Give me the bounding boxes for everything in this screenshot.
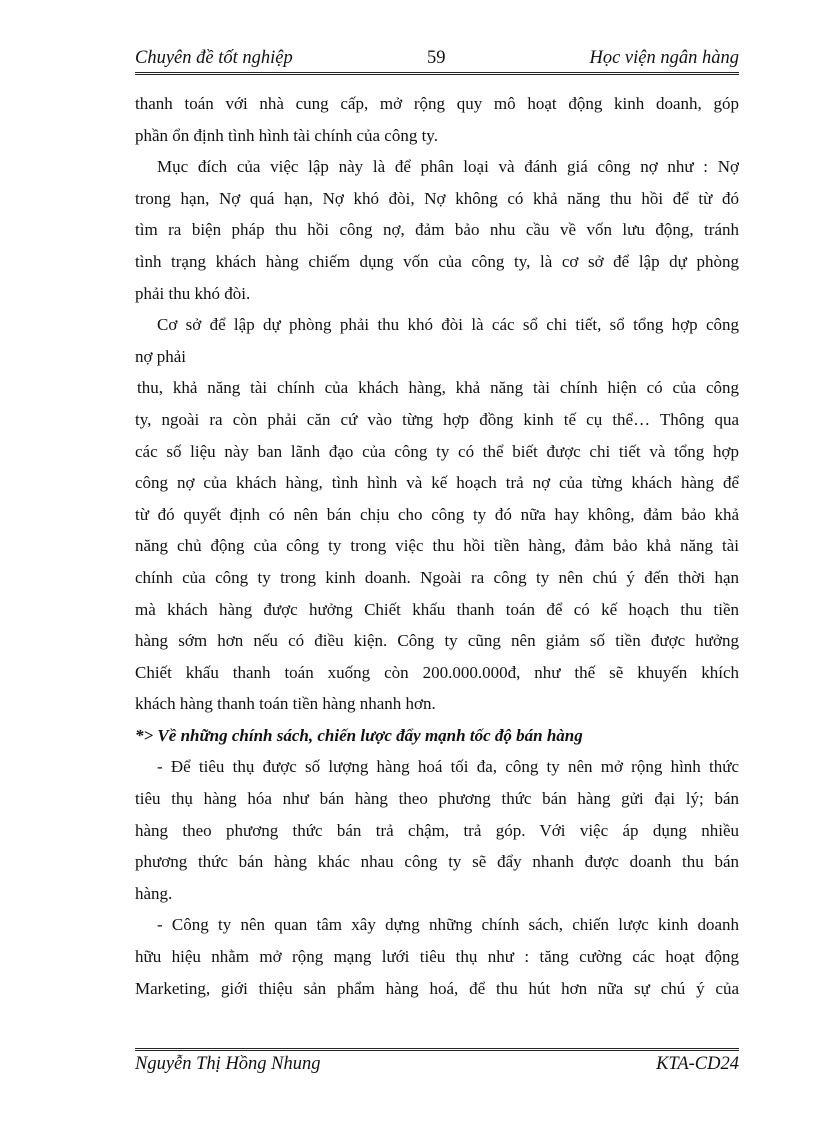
text-line: hàng. (135, 883, 173, 903)
text-line: nợ phải (135, 346, 187, 366)
footer-author: Nguyễn Thị Hồng Nhung (135, 1054, 321, 1074)
page-number: 59 (427, 48, 446, 68)
text-line: công nợ của khách hàng, tình hình và kế hoạch trả nợ của từng khách hàng để (135, 473, 739, 493)
header-thesis-title: Chuyên đề tốt nghiệp (135, 48, 293, 68)
text-line: phần ổn định tình hình tài chính của công ty. (135, 125, 438, 145)
text-line: thanh toán với nhà cung cấp, mở rộng quy mô hoạt động kinh doanh, góp (135, 94, 739, 113)
text-line: mà khách hàng được hưởng Chiết khấu thanh toán để có kế hoạch thu tiền (135, 599, 739, 619)
header-institution: Học viện ngân hàng (589, 48, 739, 68)
text-line: khách hàng thanh toán tiền hàng nhanh hơn. (135, 694, 436, 714)
section-heading: *> Về những chính sách, chiến lược đẩy mạnh tốc độ bán hàng (135, 725, 583, 745)
page-footer (135, 1054, 739, 1080)
page-header (135, 48, 739, 74)
text-line: tình trạng khách hàng chiếm dụng vốn của công ty, là cơ sở để lập dự phòng (135, 251, 739, 271)
text-line: - Để tiêu thụ được số lượng hàng hoá tối đa, công ty nên mở rộng hình thức (157, 757, 739, 777)
text-line: hữu hiệu nhằm mở rộng mạng lưới tiêu thụ như : tăng cường các hoạt động (135, 947, 739, 967)
text-line: Cơ sở để lập dự phòng phải thu khó đòi là các sổ chi tiết, sổ tổng hợp công (157, 315, 739, 335)
text-line: tiêu thụ hàng hóa như bán hàng theo phương thức bán hàng gửi đại lý; bán (135, 789, 739, 809)
text-line: Chiết khấu thanh toán xuống còn 200.000.000đ, như thế sẽ khuyến khích (135, 662, 739, 682)
text-line: hàng theo phương thức bán trả chậm, trả góp. Với việc áp dụng nhiều (135, 820, 739, 840)
footer-divider (135, 1048, 739, 1051)
text-line: tìm ra biện pháp thu hồi công nợ, đảm bảo nhu cầu về vốn lưu động, tránh (135, 220, 739, 240)
header-divider (135, 72, 739, 75)
text-line: hàng sớm hơn nếu có điều kiện. Công ty cũng nên giảm số tiền được hưởng (135, 631, 739, 651)
text-line: chính của công ty trong kinh doanh. Ngoài ra công ty nên chú ý đến thời hạn (135, 567, 739, 587)
text-line: thu, khả năng tài chính của khách hàng, khả năng tài chính hiện có của công (137, 378, 739, 398)
text-line: các số liệu này ban lãnh đạo của công ty có thể biết được chi tiết và tổng hợp (135, 441, 739, 461)
page-body (135, 88, 739, 1004)
text-line: phải thu khó đòi. (135, 283, 251, 303)
text-line: trong hạn, Nợ quá hạn, Nợ khó đòi, Nợ không có khả năng thu hồi để từ đó (135, 188, 739, 208)
footer-class-code: KTA-CD24 (656, 1054, 739, 1074)
text-line: phương thức bán hàng khác nhau công ty sẽ đẩy nhanh được doanh thu bán (135, 852, 739, 872)
text-line: từ đó quyết định có nên bán chịu cho công ty đó nữa hay không, đảm bảo khả (135, 504, 739, 524)
text-line: năng chủ động của công ty trong việc thu hồi tiền hàng, đảm bảo khả năng tài (135, 536, 739, 556)
text-line: Marketing, giới thiệu sản phẩm hàng hoá, để thu hút hơn nữa sự chú ý của (135, 978, 739, 998)
text-line: ty, ngoài ra còn phải căn cứ vào từng hợp đồng kinh tế cụ thể… Thông qua (135, 409, 739, 429)
text-line: - Công ty nên quan tâm xây dựng những chính sách, chiến lược kinh doanh (157, 915, 739, 935)
text-line: Mục đích của việc lập này là để phân loại và đánh giá công nợ như : Nợ (157, 157, 739, 177)
